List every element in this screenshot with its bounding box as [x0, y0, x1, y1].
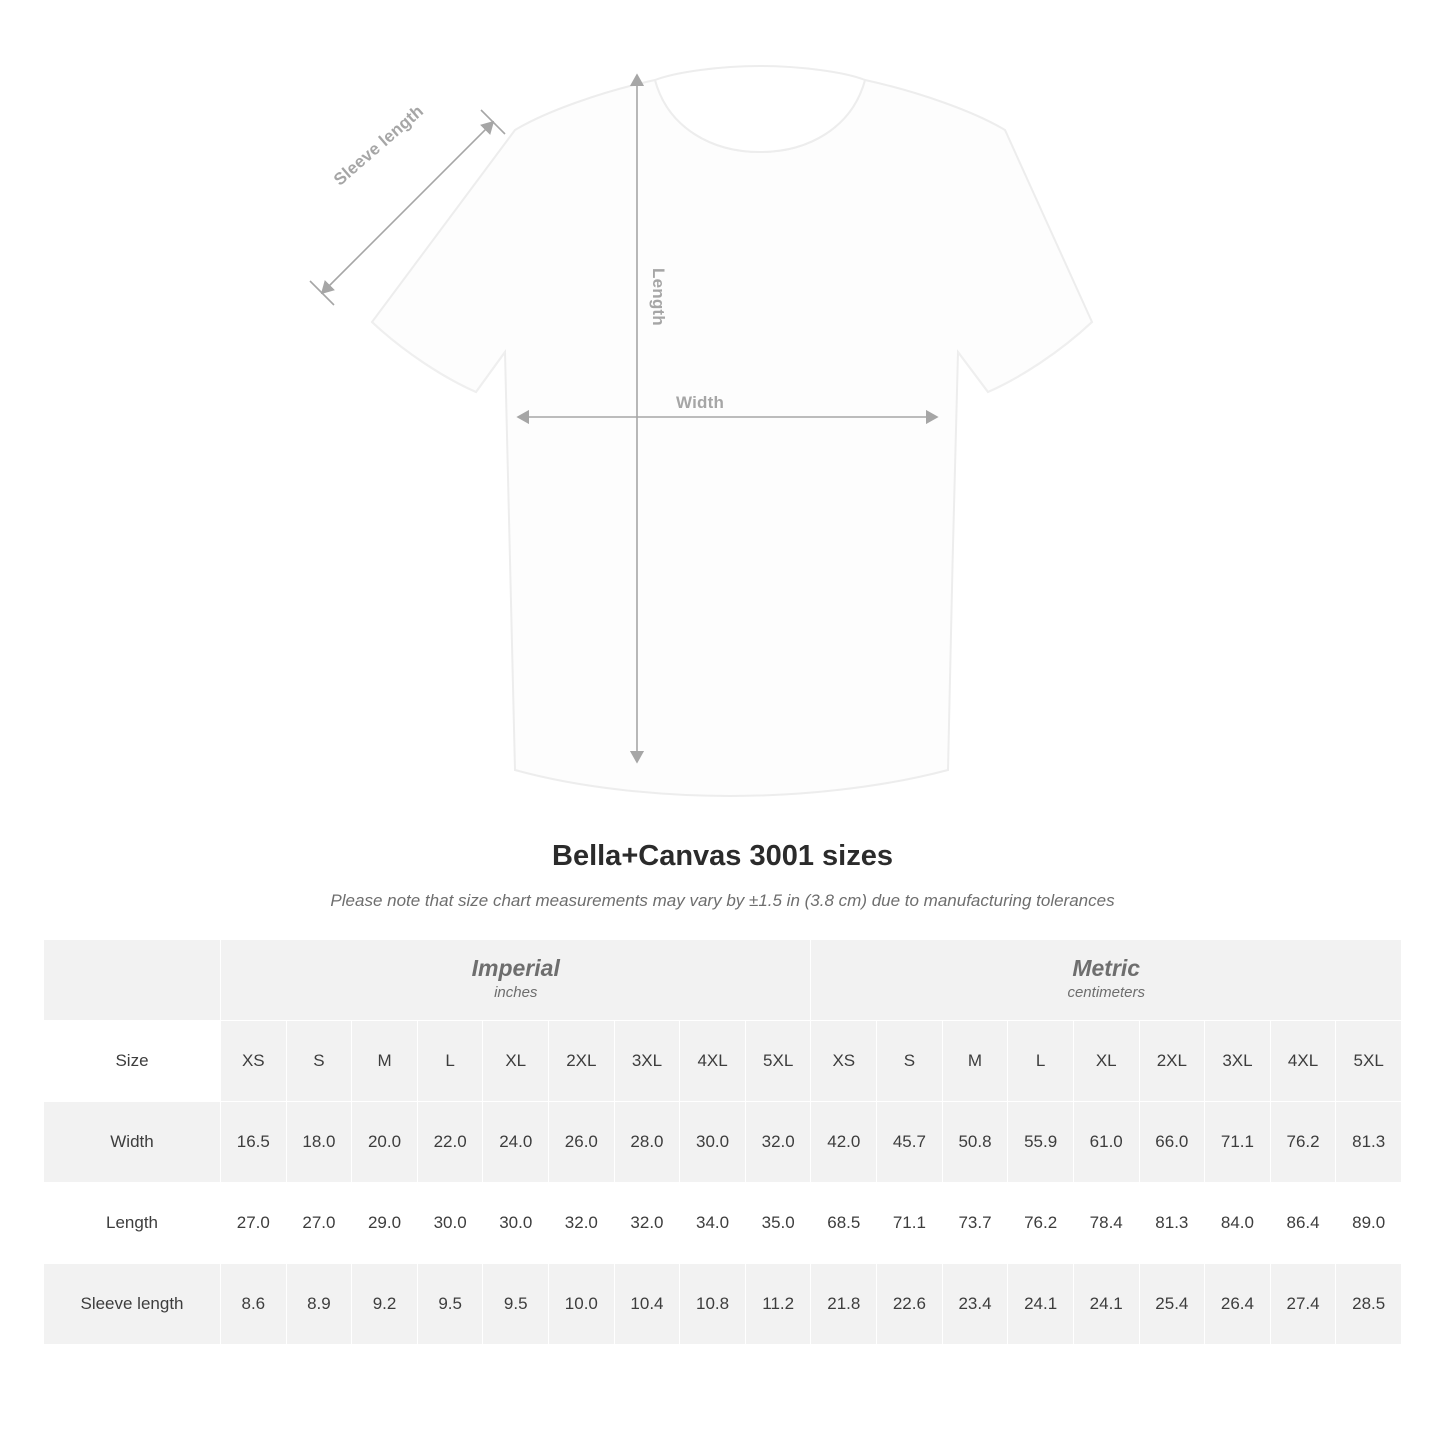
- measurement-cell: 20.0: [352, 1102, 418, 1183]
- measurement-cell: 10.4: [614, 1264, 680, 1345]
- measurement-cell: 18.0: [286, 1102, 352, 1183]
- row-label-header: Size: [44, 1021, 221, 1102]
- measurement-cell: 10.0: [549, 1264, 615, 1345]
- size-column-header: L: [1008, 1021, 1074, 1102]
- measurement-row-label: Sleeve length: [44, 1264, 221, 1345]
- measurement-cell: 30.0: [483, 1183, 549, 1264]
- size-column-header: 3XL: [1205, 1021, 1271, 1102]
- measurement-cell: 30.0: [417, 1183, 483, 1264]
- size-column-header: 2XL: [549, 1021, 615, 1102]
- table-row: [44, 940, 1402, 1021]
- size-column-header: 3XL: [614, 1021, 680, 1102]
- measurement-cell: 26.4: [1205, 1264, 1271, 1345]
- size-column-header: S: [877, 1021, 943, 1102]
- measurement-row-label: Length: [44, 1183, 221, 1264]
- measurement-cell: 32.0: [614, 1183, 680, 1264]
- sleeve-length-label: Sleeve length: [330, 101, 428, 190]
- measurement-cell: 10.8: [680, 1264, 746, 1345]
- size-table: [43, 939, 1402, 1345]
- measurement-cell: 25.4: [1139, 1264, 1205, 1345]
- size-column-header: 5XL: [1336, 1021, 1402, 1102]
- unit-system-name: Metric: [1072, 954, 1141, 981]
- measurement-cell: 28.0: [614, 1102, 680, 1183]
- size-column-header: L: [417, 1021, 483, 1102]
- measurement-cell: 24.0: [483, 1102, 549, 1183]
- measurement-cell: 21.8: [811, 1264, 877, 1345]
- size-column-header: XL: [483, 1021, 549, 1102]
- chart-heading: [0, 840, 1445, 911]
- size-column-header: 5XL: [745, 1021, 811, 1102]
- size-table-wrapper: [43, 939, 1402, 1345]
- measurement-cell: 32.0: [549, 1183, 615, 1264]
- measurement-cell: 32.0: [745, 1102, 811, 1183]
- size-column-header: S: [286, 1021, 352, 1102]
- table-header-row: [44, 1021, 1402, 1102]
- measurement-cell: 29.0: [352, 1183, 418, 1264]
- size-column-header: 2XL: [1139, 1021, 1205, 1102]
- measurement-cell: 55.9: [1008, 1102, 1074, 1183]
- measurement-cell: 27.0: [221, 1183, 287, 1264]
- measurement-cell: 81.3: [1336, 1102, 1402, 1183]
- measurement-cell: 16.5: [221, 1102, 287, 1183]
- width-label: Width: [676, 393, 725, 412]
- measurement-cell: 24.1: [1073, 1264, 1139, 1345]
- measurement-cell: 22.0: [417, 1102, 483, 1183]
- measurement-row-label: Width: [44, 1102, 221, 1183]
- measurement-cell: 9.5: [483, 1264, 549, 1345]
- measurement-cell: 45.7: [877, 1102, 943, 1183]
- size-column-header: M: [352, 1021, 418, 1102]
- size-column-header: M: [942, 1021, 1008, 1102]
- measurement-cell: 84.0: [1205, 1183, 1271, 1264]
- measurement-cell: 8.6: [221, 1264, 287, 1345]
- table-row: [44, 1264, 1402, 1345]
- unit-system-unit: centimeters: [1067, 984, 1145, 1002]
- measurement-cell: 11.2: [745, 1264, 811, 1345]
- unit-system-name: Imperial: [471, 954, 560, 981]
- measurement-cell: 35.0: [745, 1183, 811, 1264]
- measurement-cell: 23.4: [942, 1264, 1008, 1345]
- size-column-header: XS: [811, 1021, 877, 1102]
- measurement-cell: 71.1: [1205, 1102, 1271, 1183]
- table-row: [44, 1183, 1402, 1264]
- measurement-cell: 28.5: [1336, 1264, 1402, 1345]
- size-column-header: 4XL: [1270, 1021, 1336, 1102]
- unit-system-unit: inches: [494, 984, 538, 1002]
- size-column-header: XS: [221, 1021, 287, 1102]
- measurement-cell: 26.0: [549, 1102, 615, 1183]
- table-row: [44, 1102, 1402, 1183]
- measurement-cell: 61.0: [1073, 1102, 1139, 1183]
- measurement-cell: 86.4: [1270, 1183, 1336, 1264]
- measurement-cell: 73.7: [942, 1183, 1008, 1264]
- measurement-cell: 34.0: [680, 1183, 746, 1264]
- measurement-cell: 22.6: [877, 1264, 943, 1345]
- measurement-cell: 81.3: [1139, 1183, 1205, 1264]
- size-column-header: XL: [1073, 1021, 1139, 1102]
- measurement-cell: 68.5: [811, 1183, 877, 1264]
- unit-system-header-imperial: [221, 940, 811, 1021]
- size-column-header: 4XL: [680, 1021, 746, 1102]
- measurement-cell: 8.9: [286, 1264, 352, 1345]
- table-corner-cell: [44, 940, 221, 1021]
- measurement-cell: 66.0: [1139, 1102, 1205, 1183]
- measurement-cell: 76.2: [1008, 1183, 1074, 1264]
- measurement-cell: 9.2: [352, 1264, 418, 1345]
- measurement-cell: 89.0: [1336, 1183, 1402, 1264]
- length-label: Length: [649, 268, 668, 326]
- measurement-cell: 27.0: [286, 1183, 352, 1264]
- measurement-cell: 50.8: [942, 1102, 1008, 1183]
- unit-system-header-metric: [811, 940, 1402, 1021]
- measurement-cell: 24.1: [1008, 1264, 1074, 1345]
- measurement-cell: 71.1: [877, 1183, 943, 1264]
- measurement-cell: 27.4: [1270, 1264, 1336, 1345]
- measurement-cell: 9.5: [417, 1264, 483, 1345]
- tolerance-note: Please note that size chart measurements may vary by ±1.5 in (3.8 cm) due to manufacturing tolerances: [330, 891, 1115, 910]
- measurement-cell: 42.0: [811, 1102, 877, 1183]
- page-title: Bella+Canvas 3001 sizes: [552, 840, 893, 872]
- measurement-cell: 78.4: [1073, 1183, 1139, 1264]
- measurement-cell: 76.2: [1270, 1102, 1336, 1183]
- measurement-cell: 30.0: [680, 1102, 746, 1183]
